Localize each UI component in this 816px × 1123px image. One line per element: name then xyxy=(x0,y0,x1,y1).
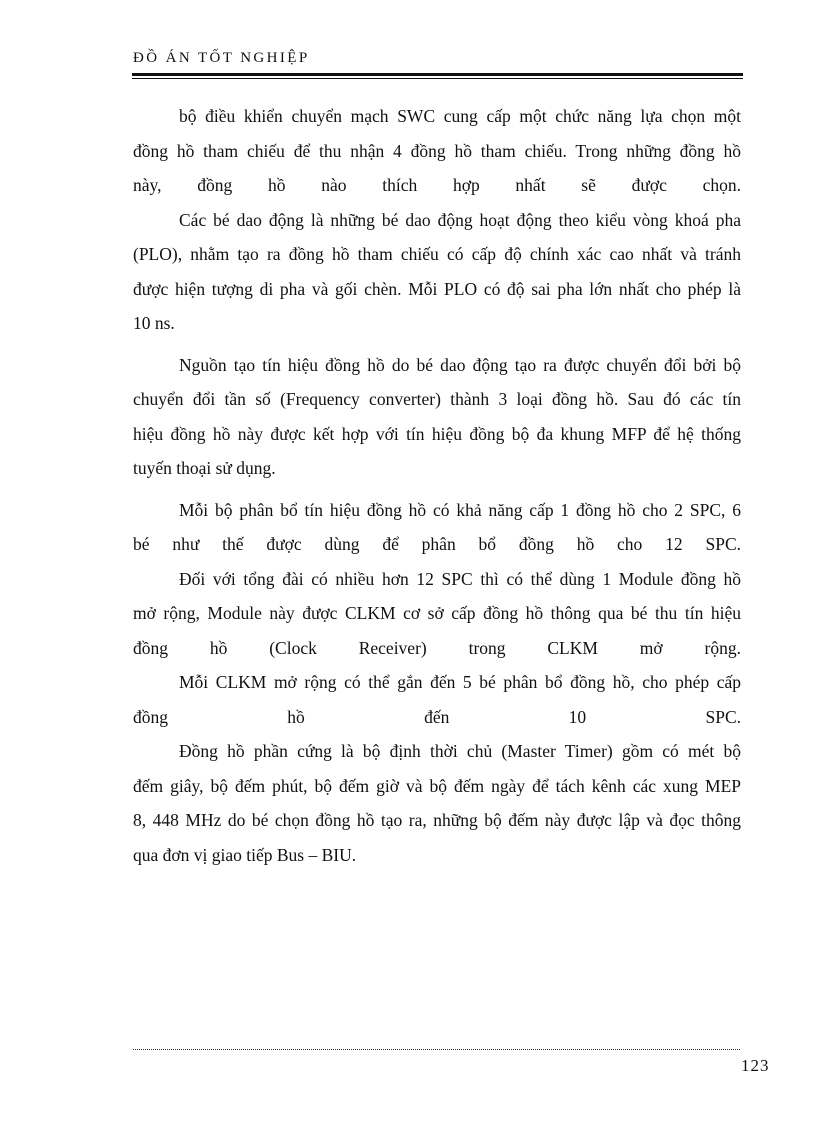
body-line: này, đồng hồ nào thích hợp nhất sẽ được chọn. xyxy=(133,175,741,195)
footer-rule xyxy=(133,1049,740,1050)
page-number: 123 xyxy=(741,1056,770,1075)
body-line: qua đơn vị giao tiếp Bus – BIU. xyxy=(133,844,357,865)
body-line: chuyển đổi tần số (Frequency converter) thành 3 loại đồng hồ. Sau đó các tín xyxy=(133,389,741,409)
body-line: đồng hồ (Clock Receiver) trong CLKM mở rộng. xyxy=(133,637,741,658)
body-line: 8, 448 MHz do bé chọn đồng hồ tạo ra, những bộ đếm này được lập và đọc thông xyxy=(133,810,741,830)
body-line: Nguồn tạo tín hiệu đồng hồ do bé dao động tạo ra được chuyển đổi bởi bộ xyxy=(179,354,741,375)
body-line: Đồng hồ phần cứng là bộ định thời chủ (Master Timer) gồm có mét bộ xyxy=(179,741,741,761)
body-line: đếm giây, bộ đếm phút, bộ đếm giờ và bộ đếm ngày để tách kênh các xung MEP xyxy=(133,775,741,796)
document-body xyxy=(133,99,741,872)
header-rule-thin xyxy=(132,78,743,79)
body-line: 10 ns. xyxy=(133,313,175,333)
body-line: đồng hồ tham chiếu để thu nhận 4 đồng hồ tham chiếu. Trong những đồng hồ xyxy=(133,140,741,161)
body-line: (PLO), nhằm tạo ra đồng hồ tham chiếu có cấp độ chính xác cao nhất và tránh xyxy=(133,244,741,264)
body-line: Đối với tổng đài có nhiều hơn 12 SPC thì có thể dùng 1 Module đồng hồ xyxy=(179,568,741,589)
body-line: tuyến thoại sử dụng. xyxy=(133,458,276,478)
body-line: Mỗi CLKM mở rộng có thể gắn đến 5 bé phân bổ đồng hồ, cho phép cấp xyxy=(179,672,741,692)
header-rule xyxy=(132,73,743,76)
body-line: bé như thế được dùng để phân bổ đồng hồ cho 12 SPC. xyxy=(133,534,741,554)
body-line: bộ điều khiển chuyển mạch SWC cung cấp một chức năng lựa chọn một xyxy=(179,106,741,126)
page-header-title: ĐỒ ÁN TỐT NGHIỆP xyxy=(133,50,310,66)
body-line: được hiện tượng di pha và gối chèn. Mỗi PLO có độ sai pha lớn nhất cho phép là xyxy=(133,278,741,299)
body-line: Các bé dao động là những bé dao động hoạt động theo kiểu vòng khoá pha xyxy=(179,209,741,230)
body-line: mở rộng, Module này được CLKM cơ sở cấp đồng hồ thông qua bé thu tín hiệu xyxy=(133,603,741,623)
body-line: hiệu đồng hồ này được kết hợp với tín hiệu đồng bộ đa khung MFP để hệ thống xyxy=(133,423,741,444)
body-line: đồng hồ đến 10 SPC. xyxy=(133,706,741,727)
body-line: Mỗi bộ phân bổ tín hiệu đồng hồ có khả năng cấp 1 đồng hồ cho 2 SPC, 6 xyxy=(179,499,741,520)
